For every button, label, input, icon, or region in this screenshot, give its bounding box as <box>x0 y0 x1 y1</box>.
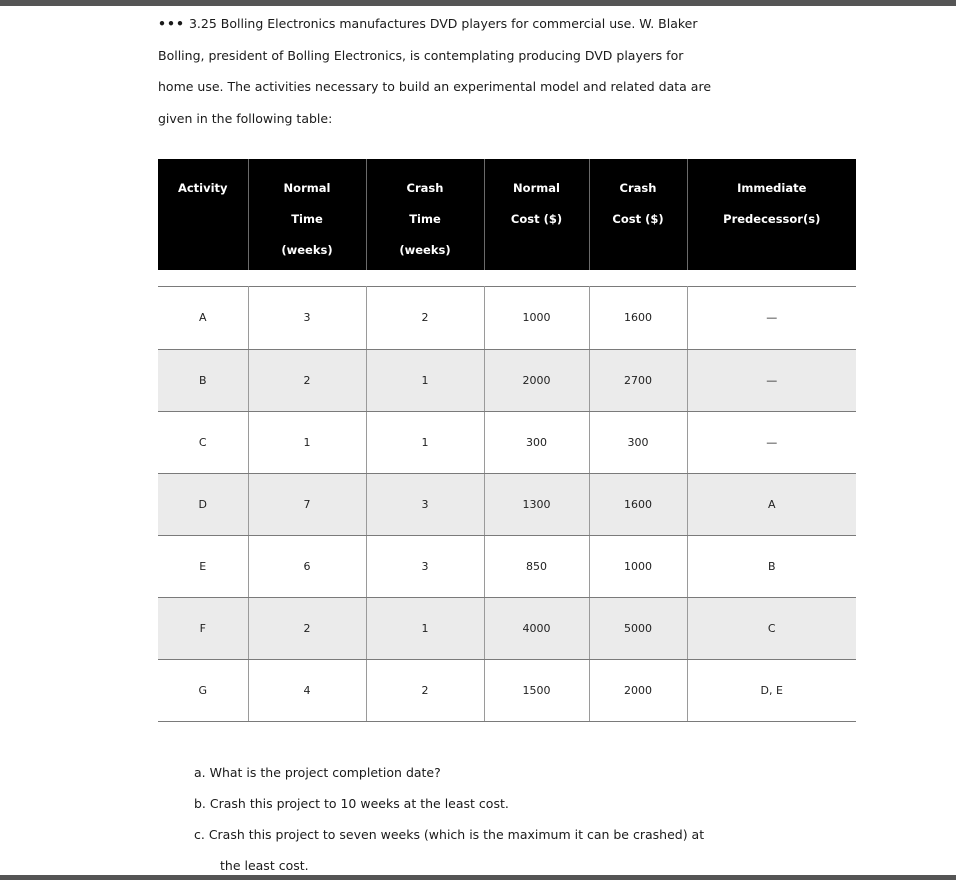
cell-crash-cost: 300 <box>589 411 687 473</box>
cell-activity: A <box>158 286 248 349</box>
intro-line-1 <box>158 8 858 40</box>
table-row <box>158 411 856 473</box>
cell-crash-time: 1 <box>366 411 484 473</box>
cell-normal-time: 4 <box>248 659 366 721</box>
table-row <box>158 597 856 659</box>
cell-crash-time: 2 <box>366 659 484 721</box>
table-spacer <box>158 270 856 286</box>
difficulty-marker: ••• <box>158 16 185 31</box>
cell-crash-time: 1 <box>366 349 484 411</box>
cell-normal-time: 3 <box>248 286 366 349</box>
cell-crash-cost: 2700 <box>589 349 687 411</box>
table-header-row <box>158 159 856 270</box>
header-crash-cost: Crash Cost ($) <box>589 159 687 270</box>
cell-normal-cost: 300 <box>484 411 589 473</box>
table-row <box>158 286 856 349</box>
table-row <box>158 535 856 597</box>
problem-number: 3.25 <box>188 16 217 31</box>
question-c-continued: the least cost. <box>220 858 309 873</box>
cell-crash-cost: 1600 <box>589 473 687 535</box>
cell-activity: F <box>158 597 248 659</box>
cell-normal-time: 1 <box>248 411 366 473</box>
cell-normal-time: 2 <box>248 597 366 659</box>
cell-crash-cost: 2000 <box>589 659 687 721</box>
cell-predecessors: A <box>687 473 856 535</box>
cell-crash-time: 3 <box>366 535 484 597</box>
cell-normal-time: 6 <box>248 535 366 597</box>
cell-crash-cost: 5000 <box>589 597 687 659</box>
header-predecessors: Immediate Predecessor(s) <box>687 159 856 270</box>
cell-activity: D <box>158 473 248 535</box>
cell-normal-cost: 4000 <box>484 597 589 659</box>
table-row <box>158 659 856 721</box>
cell-predecessors: — <box>687 411 856 473</box>
intro-text-1: Bolling Electronics manufactures DVD players for commercial use. W. Blaker <box>220 16 698 31</box>
question-list <box>194 757 854 880</box>
cell-predecessors: — <box>687 349 856 411</box>
cell-activity: E <box>158 535 248 597</box>
problem-intro <box>158 8 858 134</box>
cell-normal-cost: 1300 <box>484 473 589 535</box>
cell-crash-cost: 1600 <box>589 286 687 349</box>
intro-line-2: Bolling, president of Bolling Electronics, is contemplating producing DVD players for <box>158 47 684 63</box>
cell-normal-cost: 1500 <box>484 659 589 721</box>
cell-crash-time: 1 <box>366 597 484 659</box>
intro-line-3: home use. The activities necessary to build an experimental model and related data are <box>158 79 712 94</box>
cell-predecessors: C <box>687 597 856 659</box>
question-b: b. Crash this project to 10 weeks at the least cost. <box>194 796 509 811</box>
cell-activity: G <box>158 659 248 721</box>
cell-crash-time: 3 <box>366 473 484 535</box>
header-normal-time: Normal Time (weeks) <box>248 159 366 270</box>
question-a: a. What is the project completion date? <box>194 765 441 780</box>
question-c: c. Crash this project to seven weeks (which is the maximum it can be crashed) at <box>194 827 705 842</box>
header-normal-cost: Normal Cost ($) <box>484 159 589 270</box>
cell-normal-cost: 850 <box>484 535 589 597</box>
bottom-border <box>0 875 956 880</box>
header-crash-time: Crash Time (weeks) <box>366 159 484 270</box>
cell-crash-time: 2 <box>366 286 484 349</box>
cell-predecessors: B <box>687 535 856 597</box>
activity-table <box>158 159 856 722</box>
cell-normal-cost: 2000 <box>484 349 589 411</box>
cell-normal-time: 2 <box>248 349 366 411</box>
header-activity: Activity <box>158 159 248 270</box>
intro-line-4: given in the following table: <box>158 110 333 126</box>
cell-crash-cost: 1000 <box>589 535 687 597</box>
top-border <box>0 0 956 6</box>
cell-normal-cost: 1000 <box>484 286 589 349</box>
cell-predecessors: — <box>687 286 856 349</box>
cell-activity: B <box>158 349 248 411</box>
cell-predecessors: D, E <box>687 659 856 721</box>
table-row <box>158 473 856 535</box>
cell-normal-time: 7 <box>248 473 366 535</box>
table-row <box>158 349 856 411</box>
cell-activity: C <box>158 411 248 473</box>
